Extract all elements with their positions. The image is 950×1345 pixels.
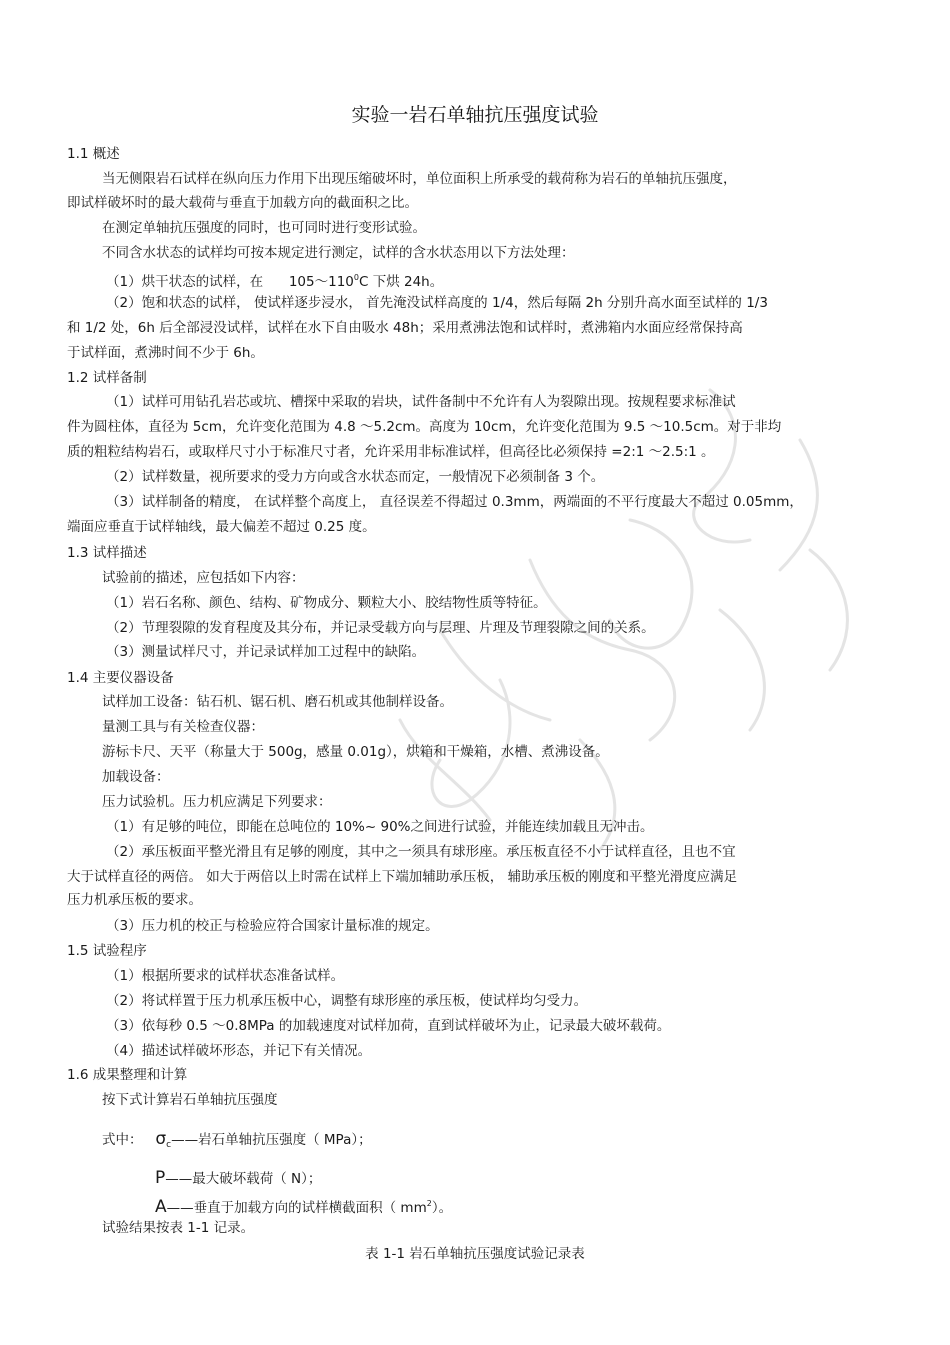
paragraph-line: （1）根据所要求的试样状态准备试样。: [106, 968, 345, 984]
a-symbol: A: [155, 1197, 167, 1217]
paragraph-line: 大于试样直径的两倍。 如大于两倍以上时需在试样上下端加辅助承压板， 辅助承压板的刚度和平整光滑度应满足: [67, 869, 738, 885]
paragraph-line: 试验前的描述，应包括如下内容：: [102, 570, 305, 586]
paragraph-line: 压力试验机。压力机应满足下列要求：: [102, 794, 332, 810]
formula-legend-sigma: [102, 1130, 372, 1148]
formula-legend-p: [155, 1169, 321, 1187]
section-heading-1-6: 1.6 成果整理和计算: [67, 1067, 188, 1083]
paragraph-line: 和 1/2 处，6h 后全部浸没试样，试样在水下自由吸水 48h；采用煮沸法饱和试样时，煮沸箱内水面应经常保持高: [67, 320, 743, 336]
paragraph-line: 压力机承压板的要求。: [67, 892, 202, 908]
paragraph-line: 当无侧限岩石试样在纵向压力作用下出现压缩破坏时，单位面积上所承受的载荷称为岩石的单轴抗压强度，: [102, 171, 737, 187]
paragraph-line: 按下式计算岩石单轴抗压强度: [102, 1092, 278, 1108]
formula-legend-a: [155, 1195, 453, 1217]
paragraph-line: （2）节理裂隙的发育程度及其分布，并记录受载方向与层理、片理及节理裂隙之间的关系。: [106, 620, 655, 636]
paragraph-line: 试样加工设备：钻石机、锯石机、磨石机或其他制样设备。: [102, 694, 453, 710]
paragraph-line: （1）试样可用钻孔岩芯或坑、槽探中采取的岩块，试件备制中不允许有人为裂隙出现。按规程要求标准试: [106, 394, 736, 410]
paragraph-line: （3）测量试样尺寸，并记录试样加工过程中的缺陷。: [106, 644, 426, 660]
text-fragment: C 下烘 24h。: [358, 274, 444, 290]
paragraph-line-drying: [106, 269, 444, 290]
a-superscript: 2: [426, 1199, 432, 1208]
sigma-symbol: σ: [155, 1129, 167, 1149]
sigma-description: ——岩石单轴抗压强度（ MPa）；: [171, 1132, 372, 1148]
paragraph-line: 端面应垂直于试样轴线，最大偏差不超过 0.25 度。: [67, 519, 376, 535]
sigma-subscript: c: [166, 1140, 172, 1150]
paragraph-line: （2）承压板面平整光滑且有足够的刚度，其中之一须具有球形座。承压板直径不小于试样直径，且也不宜: [106, 844, 736, 860]
paragraph-line: 加载设备：: [102, 769, 170, 785]
section-heading-1-5: 1.5 试验程序: [67, 943, 147, 959]
paragraph-line: 质的粗粒结构岩石，或取样尺寸小于标准尺寸者，允许采用非标准试样，但高径比必须保持 =2:1 ～2.5:1 。: [67, 444, 715, 460]
p-description: ——最大破坏载荷（ N）；: [165, 1171, 322, 1187]
text-fragment: （1）烘干状态的试样，在: [106, 274, 264, 290]
paragraph-line: （2）试样数量，视所要求的受力方向或含水状态而定，一般情况下必须制备 3 个。: [106, 469, 605, 485]
a-description: ——垂直于加载方向的试样横截面积（ mm: [166, 1200, 427, 1216]
paragraph-line: （3）试样制备的精度， 在试样整个高度上， 直径误差不得超过 0.3mm，两端面的不平行度最大不超过 0.05mm，: [106, 494, 803, 510]
paragraph-line: （4）描述试样破坏形态，并记下有关情况。: [106, 1043, 372, 1059]
section-heading-1-3: 1.3 试样描述: [67, 545, 147, 561]
watermark-handwriting: [380, 380, 900, 920]
paragraph-line: 游标卡尺、天平（称量大于 500g，感量 0.01g），烘箱和干燥箱，水槽、煮沸设备。: [102, 744, 609, 760]
paragraph-line: 试验结果按表 1-1 记录。: [102, 1220, 255, 1236]
section-heading-1-2: 1.2 试样备制: [67, 370, 147, 386]
paragraph-line: （2）将试样置于压力机承压板中心，调整有球形座的承压板，使试样均匀受力。: [106, 993, 588, 1009]
paragraph-line: 不同含水状态的试样均可按本规定进行测定，试样的含水状态用以下方法处理：: [102, 245, 575, 261]
paragraph-line: （1）有足够的吨位，即能在总吨位的 10%~ 90%之间进行试验，并能连续加载且无冲击。: [106, 819, 654, 835]
paragraph-line: 量测工具与有关检查仪器：: [102, 719, 264, 735]
section-heading-1-4: 1.4 主要仪器设备: [67, 670, 174, 686]
a-description-end: ）。: [431, 1200, 453, 1216]
paragraph-line: （3）依每秒 0.5 ～0.8MPa 的加载速度对试样加荷，直到试样破坏为止，记录最大破坏载荷。: [106, 1018, 671, 1034]
paragraph-line: （3）压力机的校正与检验应符合国家计量标准的规定。: [106, 918, 439, 934]
where-label: 式中：: [102, 1132, 143, 1148]
paragraph-line: 于试样面，煮沸时间不少于 6h。: [67, 345, 264, 361]
paragraph-line: 在测定单轴抗压强度的同时，也可同时进行变形试验。: [102, 220, 426, 236]
p-symbol: P: [155, 1168, 166, 1188]
paragraph-line: （1）岩石名称、颜色、结构、矿物成分、颗粒大小、胶结物性质等特征。: [106, 595, 547, 611]
paragraph-line: 件为圆柱体，直径为 5cm，允许变化范围为 4.8 ～5.2cm。高度为 10cm，允许变化范围为 9.5 ～10.5cm。对于非均: [67, 419, 782, 435]
table-caption: 表 1-1 岩石单轴抗压强度试验记录表: [365, 1246, 585, 1262]
section-heading-1-1: 1.1 概述: [67, 146, 120, 162]
document-title: 实验一岩石单轴抗压强度试验: [351, 104, 599, 126]
superscript-degree: 0: [353, 273, 359, 282]
text-fragment: 105～110: [288, 274, 354, 290]
paragraph-line: （2）饱和状态的试样， 使试样逐步浸水， 首先淹没试样高度的 1/4，然后每隔 2h 分别升高水面至试样的 1/3: [106, 295, 768, 311]
paragraph-line: 即试样破坏时的最大载荷与垂直于加载方向的截面积之比。: [67, 195, 418, 211]
